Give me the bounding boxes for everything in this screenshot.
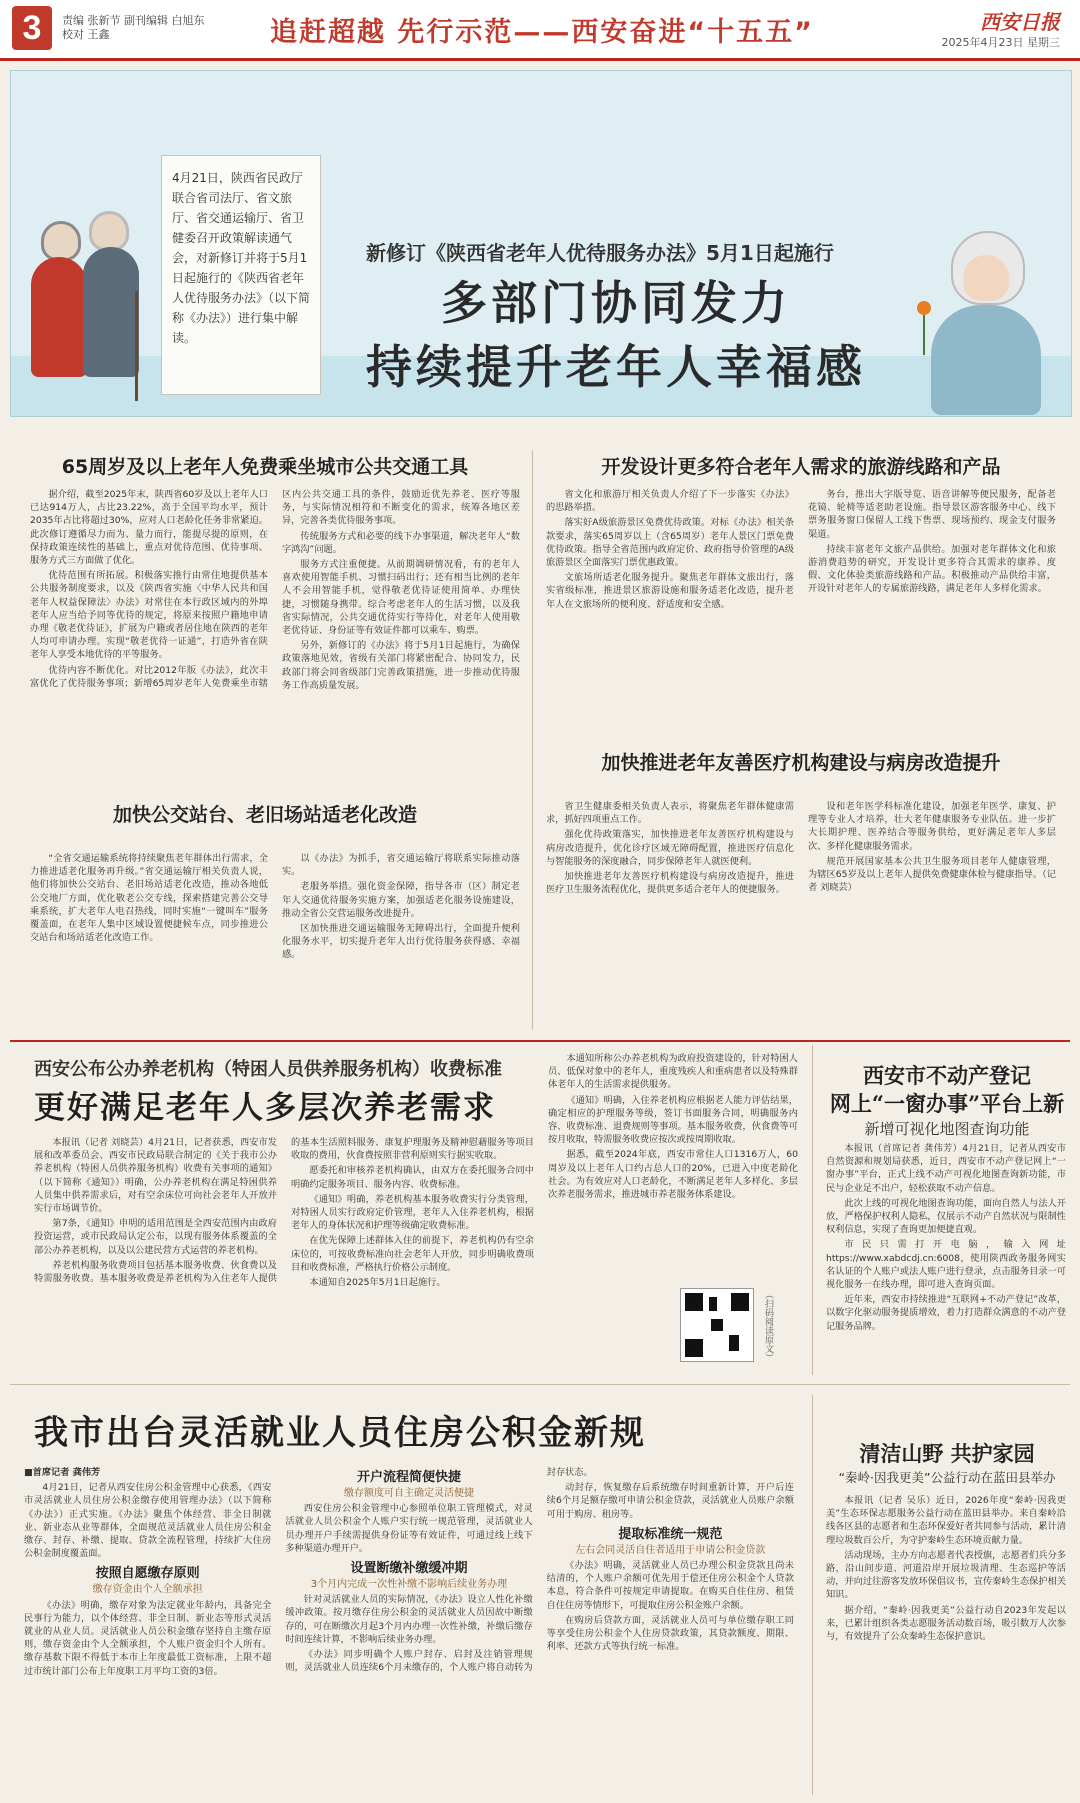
editors-credit [62, 14, 205, 42]
article-transport-body [30, 488, 520, 788]
article-pension-body [34, 1136, 534, 1376]
realestate-subtitle: 新增可视化地图查询功能 [864, 1120, 1030, 1138]
subhead: 设置断缴补缴缓冲期 [350, 1561, 468, 1577]
paragraph: 《办法》同步明确个人账户封存、启封及注销管理规则，灵活就业人员连续6个月未缴存的，个人账户将自动转为封存状态。 [285, 1467, 593, 1674]
paragraph: 据介绍，“秦岭·因我更美”公益行动自2023年发起以来，已累计组织各类志愿服务活动数百场，吸引数万人次参与，有效提升了公众秦岭生态保护意识。 [826, 1604, 1066, 1643]
paragraph: 持续丰富老年文旅产品供给。加强对老年群体文化和旅游消费趋势的研究，开发设计更多符合其需求的康养、度假、文化体验类旅游线路和产品。积极推动产品供给丰富，开设针对老年人的专属旅游线路，满足老年人多样化需求。 [808, 543, 1056, 595]
paragraph: 落实好A级旅游景区免费优待政策。对标《办法》相关条款要求，落实65周岁以上（含65周岁）老年人景区门票免费优待政策。指导全省范围内政府定价、政府指导价管理的A级旅游景区全面落实门票优惠政策。 [546, 517, 794, 569]
paragraph: 省卫生健康委相关负责人表示，将聚焦老年群体健康需求，抓好四项重点工作。 [546, 801, 794, 826]
elderly-couple-illustration [31, 211, 151, 411]
lead-paragraph: 4月21日，陕西省民政厅联合省司法厅、省文旅厅、省交通运输厅、省卫健委召开政策解读通气会，对新修订并将于5月1日起施行的《陕西省老年人优待服务办法》（以下简称《办法》）进行集中解读。 [161, 155, 321, 395]
article-medical-body [546, 800, 1056, 1025]
paragraph: 愿委托和审核养老机构确认，由双方在委托服务合同中明确约定服务项目、服务内容、收费标准。 [291, 1165, 534, 1190]
subhead: 开户流程简便快捷 [356, 1470, 461, 1485]
hero-subtitle: 新修订《陕西省老年人优待服务办法》5月1日起施行 [366, 241, 834, 265]
paragraph: 4月21日，记者从西安住房公积金管理中心获悉，《西安市灵活就业人员住房公积金缴存使用管理办法》（以下简称《办法》）正式实施。《办法》聚焦个体经营、非全日制就业、新业态从业等群体，全面规范灵活就业人员住房公积金缴存、封存、补缴、提取、贷款全流程管理，持续扩大住房公积金制度覆盖面。 [24, 1482, 272, 1560]
paragraph: 动封存，恢复缴存后系统缴存时间重新计算，开户后连续6个月足额存缴可申请公积金贷款，灵活就业人员账户余额可用于购房、租房等。 [546, 1482, 794, 1520]
column-divider [812, 1395, 813, 1795]
paragraph: 本报讯（记者 吴乐）近日，2026年度“秦岭·因我更美”生态环保志愿服务公益行动在蓝田县举办。来自秦岭沿线各区县的志愿者和生态环保爱好者共同参与活动，累计清理垃圾数百公斤，为守护秦岭生态环境贡献力量。 [826, 1495, 1066, 1546]
paragraph: 传统服务方式和必要的线下办事渠道，解决老年人“数字鸿沟”问题。 [282, 530, 520, 555]
paragraph: 以《办法》为抓手，省交通运输厅将联系实际推动落实。 [282, 853, 520, 878]
paragraph: 在购房后贷款方面，灵活就业人员可与单位缴存职工同等享受住房公积金个人住房贷款政策，其贷款额度、期限、利率、还款方式等执行统一标准。 [546, 1614, 794, 1653]
headline-tourism: 开发设计更多符合老年人需求的旅游线路和产品 [601, 456, 1001, 478]
realestate-headline-line2: 网上“一窗办事”平台上新 [829, 1091, 1065, 1116]
cleanup-headline: 清洁山野 共护家园 [859, 1441, 1035, 1466]
elderly-woman-flower-illustration [911, 231, 1051, 411]
paragraph: 省文化和旅游厅相关负责人介绍了下一步落实《办法》的思路举措。 [546, 489, 794, 514]
hero-title-line1: 多部门协同发力 [441, 276, 791, 330]
section-divider [10, 1040, 1070, 1042]
proofreader-line: 校对 王鑫 [62, 28, 110, 41]
editor-line: 责编 张新节 副刊编辑 白旭东 [62, 14, 205, 27]
article-realestate-body [826, 1142, 1066, 1374]
subhead: 按照自愿缴存原则 [95, 1566, 200, 1582]
column-divider [532, 450, 533, 1030]
paragraph: 文旅场所适老化服务提升。聚焦老年群体文旅出行，落实省级标准，推进景区旅游设施和服务适老化改造，提升老年人在文旅场所的便利度、舒适度和安全感。 [546, 572, 794, 610]
paragraph: 规范开展国家基本公共卫生服务项目老年人健康管理，为辖区65岁及以上老年人提供免费健康体检与健康指导。（记者 刘晓芸） [808, 855, 1056, 894]
subhead-note: 3个月内完成一次性补缴不影响后续业务办理 [310, 1579, 508, 1591]
article-pension-right [548, 1052, 798, 1280]
page-header [0, 0, 1080, 61]
paragraph: 区加快推进交通运输服务无障碍出行，全面提升便利化服务水平，切实提升老年人出行优待服务获得感、幸福感。 [282, 923, 520, 961]
paragraph: 近年来，西安市持续推进“互联网+不动产登记”改革，以数字化驱动服务提质增效，着力打造群众满意的不动产登记服务品牌。 [826, 1294, 1066, 1332]
qr-code[interactable] [680, 1288, 754, 1362]
paragraph: 本通知自2025年5月1日起施行。 [309, 1277, 446, 1289]
paragraph: 据悉，截至2024年底，西安市常住人口1316万人，60周岁及以上老年人口约占总人口的20%，已进入中度老龄化社会。为有效应对人口老龄化，不断满足老年人多样化、多层次养老服务需求，推进城市养老服务体系建设。 [548, 1149, 798, 1201]
qr-caption: （扫码阅读原文） [763, 1290, 773, 1362]
article-cleanup-body [826, 1494, 1066, 1794]
headline-medical: 加快推进老年友善医疗机构建设与病房改造提升 [601, 752, 1001, 774]
subhead-note: 缴存资金由个人全额承担 [92, 1584, 203, 1596]
page-slogan: 追赶超越 先行示范——西安奋进“十五五” [270, 17, 814, 48]
paragraph: 针对灵活就业人员的实际情况，《办法》设立人性化补缴缓冲政策。按月缴存住房公积金的灵活就业人员因故中断缴存的，可在断缴次月起3个月内办理一次性补缴，补缴后缴存时间连续计算，不影响后续业务办理。 [285, 1594, 533, 1645]
issue-date: 2025年4月23日 星期三 [941, 36, 1060, 49]
paragraph: 加快推进老年友善医疗机构建设与病房改造提升，推进医疗卫生服务流程优化，提供更多适合老年人的便捷服务。 [546, 871, 794, 896]
section-divider [10, 1384, 1070, 1385]
paragraph: 本报讯（首席记者 龚伟芳）4月21日，记者从西安市自然资源和规划局获悉，近日，西安市不动产登记网上“一窗办事”平台，正式上线不动产可视化地图查询新功能，市民与企业足不出户，轻松获取不动产信息。 [826, 1143, 1066, 1194]
headline-bus: 加快公交站台、老旧场站适老化改造 [112, 804, 417, 826]
paragraph: 养老机构服务收费项目包括基本服务收费、伙食费以及特需服务收费。基本服务收费是养老机构为入住老年人提供的基本生活照料服务、康复护理服务及精神慰藉服务等项目收取的费用，伙食费按照非营利原则实行据实收取。 [34, 1137, 534, 1285]
paragraph: 本报讯（记者 刘晓芸）4月21日，记者获悉，西安市发展和改革委员会、西安市民政局联合制定的《关于我市公办养老机构（特困人员供养服务机构）收费有关事项的通知》（以下简称《通知》）明确，公办养老机构在满足特困供养人员集中供养需求后，对有空余床位可向社会老年人开放并实行市场调节价。 [34, 1137, 277, 1215]
page-number: 3 [12, 6, 52, 50]
article-tourism-body [546, 488, 1056, 713]
paragraph: 活动现场，主办方向志愿者代表授旗，志愿者们兵分多路，沿山间步道、河道沿岸开展垃圾清理、生态巡护等活动，并向过往游客发放环保倡议书，宣传秦岭生态保护相关知识。 [826, 1549, 1066, 1601]
paragraph: 老服务举措。强化资金保障，指导各市（区）制定老年人交通优待服务实施方案，加强适老化服务设施建设，推动全省公交营运服务改进提升。 [282, 881, 520, 919]
subhead-note: 左右会同灵活自住者适用于申请公积金贷款 [575, 1544, 766, 1556]
paragraph: 据介绍，截至2025年末，陕西省60岁及以上老年人口已达914万人，占比23.22%，高于全国平均水平，预计2035年占比将超过30%，应对人口老龄化任务非常紧迫。此次修订遵循尽力而为、量力而行，能提尽提的原则，在保持政策连续性的基础上，重点对优待范围、优待事项、服务方式三方面做了优化。 [30, 489, 268, 567]
paragraph: 设和老年医学科标准化建设，加强老年医学、康复、护理等专业人才培养，壮大老年健康服务专业队伍。进一步扩大长期护理、医养结合等服务供给，更好满足老年人多层次、多样化健康服务需求。 [808, 801, 1056, 852]
paragraph: 《办法》明确，灵活就业人员已办理公积金贷款且尚未结清的，个人账户余额可优先用于偿还住房公积金个人贷款本息，符合条件可按规定申请提取。在购买自住住房、租赁自住住房等情形下，可提取住房公积金账户余额。 [546, 1560, 794, 1611]
paragraph: 在优先保障上述群体入住的前提下，养老机构仍有空余床位的，可按收费标准向社会老年人开放，同步明确收费项目和收费标准，严格执行价格公示制度。 [291, 1235, 534, 1273]
housing-headline: 我市出台灵活就业人员住房公积金新规 [34, 1413, 646, 1453]
paragraph: 此次上线的可视化地图查询功能，面向自然人与法人开放，严格保护权利人隐私，仅展示不动产自然状况与限制性权利信息，实现了查询更加便捷直观。 [826, 1197, 1066, 1236]
pension-pretitle: 西安公布公办养老机构（特困人员供养服务机构）收费标准 [34, 1059, 502, 1080]
paragraph: “全省交通运输系统将持续聚焦老年群体出行需求，全力推进适老化服务再升级。”省交通运输厅相关负责人说，他们将加快公交站台、老旧场站适老化改造，推动各地低公交地厂方面，优化敬老公交专线，探索搭建完善公交导乘系统，扩大老年人电召热线，同时实施“一键叫车”服务覆盖面，在老年人集中区域设置便捷候车点，同步推进公交站台和场站适老化改造工作。 [30, 853, 268, 944]
paragraph: 本通知所称公办养老机构为政府投资建设的，针对特困人员、低保对象中的老年人，重度残疾人和重病患者以及特殊群体老年人的生活需求提供服务。 [548, 1053, 798, 1091]
paragraph: 第7条，《通知》申明的适用范围是全西安范围内由政府投资运营，或市民政局认定公布，以现有服务体系覆盖的全部公办养老机构，以及以公建民营方式运营的养老机构。 [34, 1218, 277, 1256]
realestate-headline-line1: 西安市不动产登记 [863, 1063, 1031, 1088]
hero-banner [10, 70, 1072, 417]
article-housing-body [24, 1466, 794, 1796]
column-divider [812, 1045, 813, 1375]
headline-transport: 65周岁及以上老年人免费乘坐城市公共交通工具 [61, 456, 469, 478]
paragraph: 优待内容不断优化。对比2012年版《办法》，此次丰富优化了优待服务事项；新增65周岁老年人免费乘坐市辖区内公共交通工具的条件，鼓励近优先养老、医疗等服务，与实际情况相符和不断变化的需求，统筹各地区差异，完善各类优待服务事项。 [30, 489, 520, 689]
byline: ■首席记者 龚伟芳 [24, 1467, 101, 1478]
paragraph: 市民只需打开电脑，输入网址https://www.xabdcdj.cn:6008，使用陕西政务服务网实名认证的个人账户或法人账户进行登录，点击服务目录一可视化服务一在线办理，即可进入查询页面。 [826, 1239, 1066, 1291]
paragraph: 优待范围有所拓展。积极落实推行由常住地提供基本公共服务制度要求，以及《陕西省实施〈中华人民共和国老年人权益保障法〉办法》对常住在本行政区域内的外埠老年人应当给予同等优待的规定，将原来按照户籍地申请办理《敬老优待证》，扩展为户籍或者居住地在陕西的老年人均可申请办理。实现“敬老优待一证通”，打造外省在陕老年人享受本地优待的平等服务。 [30, 570, 268, 661]
hero-title-line2: 持续提升老年人幸福感 [366, 340, 866, 394]
subhead-note: 缴存额度可自主确定灵活便捷 [343, 1488, 474, 1499]
paragraph: 服务方式注重便捷。从前期调研情况看，有的老年人喜欢使用智能手机、习惯扫码出行；还有相当比例的老年人不会用智能手机，觉得敬老优待证使用简单、办理快捷，习惯随身携带。综合考虑老年人的生活习惯，以及我省实际情况，公共交通优待实行等待化，对老年人使用敬老优待证、身份证等有效证件都可以乘车、购票。 [282, 559, 520, 637]
paragraph: 务台，推出大字版导览、语音讲解等便民服务，配备老花镜、轮椅等适老助老设施。指导景区游客服务中心、线下票务服务窗口保留人工线下售票、现场预约、现金支付服务渠道。 [808, 489, 1056, 540]
cleanup-subtitle: “秦岭·因我更美”公益行动在蓝田县举办 [838, 1470, 1056, 1485]
paragraph: 强化优待政策落实，加快推进老年友善医疗机构建设与病房改造提升，优化诊疗区域无障碍配置，推进医疗信息化与智能服务的深度融合，同步保障老年人就医便利。 [546, 829, 794, 867]
subhead: 提取标准统一规范 [618, 1526, 723, 1542]
newspaper-logo: 西安日报 [980, 10, 1060, 34]
paragraph: 《办法》明确，缴存对象为法定就业年龄内，具备完全民事行为能力，以个体经营、非全日制、新业态等形式灵活就业的从业人员。灵活就业人员公积金缴存坚持自主缴存原则，缴存资金由个人全额承担，个人账户资金归个人所有。缴存基数下限不得低于本市上年度最低工资标准，上限不超过市统计部门公布上年度职工月平均工资的3倍。 [24, 1599, 272, 1677]
article-bus-body [30, 852, 520, 1022]
paragraph: 另外，新修订的《办法》将于5月1日起施行，为确保政策落地见效，省级有关部门将紧密配合、协同发力，民政部门将会同省级部门完善政策措施，进一步推动优待服务工作高质量发展。 [282, 640, 520, 691]
paragraph: 《通知》明确，入住养老机构应根据老人能力评估结果，确定相应的护理服务等级，签订书面服务合同，明确服务内容、收费标准、退费规则等事项。基本服务收费，伙食费等可按月收取，特需服务收费应按次或按周期收取。 [548, 1094, 798, 1146]
paragraph: 《通知》明确，养老机构基本服务收费实行分类管理，对特困人员实行政府定价管理，老年人入住养老机构，根据老年人的身体状况和护理等级确定收费标准。 [291, 1193, 534, 1232]
paragraph: 西安住房公积金管理中心参照单位职工管理模式，对灵活就业人员公积金个人账户实行统一规范管理，灵活就业人员办理开户手续需提供身份证等有效证件，可通过线上线下多种渠道办理开户。 [285, 1503, 533, 1554]
pension-headline: 更好满足老年人多层次养老需求 [34, 1090, 496, 1126]
